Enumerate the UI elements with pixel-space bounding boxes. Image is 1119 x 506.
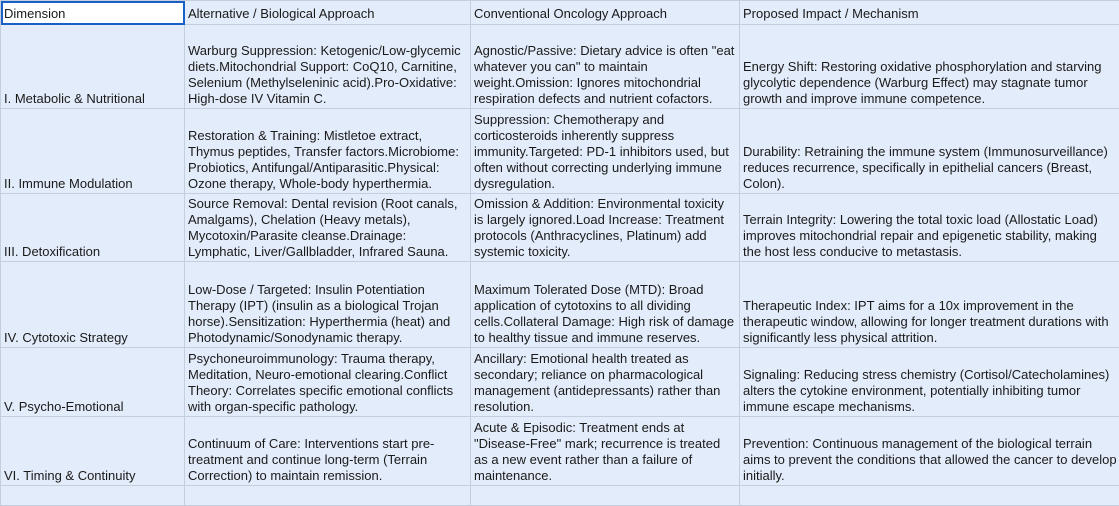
cell-impact[interactable]: Terrain Integrity: Lowering the total toxic load (Allostatic Load) improves mitochondrial repair and epigenetic stability, making the host less conducive to metastasis. bbox=[740, 194, 1119, 262]
empty-cell[interactable] bbox=[1, 486, 185, 506]
cell-alternative[interactable]: Restoration & Training: Mistletoe extract, Thymus peptides, Transfer factors.Microbiome: Probiotics, Antifungal/Antiparasitic.Physical: Ozone therapy, Whole-body hyperthermia. bbox=[185, 109, 471, 194]
cell-impact[interactable]: Prevention: Continuous management of the biological terrain aims to prevent the conditions that allowed the cancer to develop initially. bbox=[740, 417, 1119, 486]
table-row bbox=[1, 109, 1119, 194]
cell-conventional[interactable]: Acute & Episodic: Treatment ends at "Disease-Free" mark; recurrence is treated as a new event rather than a failure of maintenance. bbox=[471, 417, 740, 486]
table-row bbox=[1, 262, 1119, 348]
cell-alternative[interactable]: Source Removal: Dental revision (Root canals, Amalgams), Chelation (Heavy metals), Mycotoxin/Parasite cleanse.Drainage: Lymphatic, Liver/Gallbladder, Infrared Sauna. bbox=[185, 194, 471, 262]
empty-cell[interactable] bbox=[471, 486, 740, 506]
table-row bbox=[1, 348, 1119, 417]
cell-alternative[interactable]: Warburg Suppression: Ketogenic/Low-glycemic diets.Mitochondrial Support: CoQ10, Carnitine, Selenium (Methylseleninic acid).Pro-Oxidative: High-dose IV Vitamin C. bbox=[185, 25, 471, 109]
cell-dimension[interactable]: III. Detoxification bbox=[1, 194, 185, 262]
empty-row bbox=[1, 486, 1119, 506]
cell-conventional[interactable]: Suppression: Chemotherapy and corticosteroids inherently suppress immunity.Targeted: PD-1 inhibitors used, but often without correcting underlying immune dysregulation. bbox=[471, 109, 740, 194]
empty-cell[interactable] bbox=[740, 486, 1119, 506]
header-cell-dimension[interactable]: Dimension bbox=[1, 1, 185, 25]
cell-impact[interactable]: Durability: Retraining the immune system (Immunosurveillance) reduces recurrence, specifically in epithelial cancers (Breast, Colon). bbox=[740, 109, 1119, 194]
cell-conventional[interactable]: Maximum Tolerated Dose (MTD): Broad application of cytotoxins to all dividing cells.Collateral Damage: High risk of damage to healthy tissue and immune reserves. bbox=[471, 262, 740, 348]
cell-alternative[interactable]: Psychoneuroimmunology: Trauma therapy, Meditation, Neuro-emotional clearing.Conflict Theory: Correlates specific emotional conflicts with organ-specific pathology. bbox=[185, 348, 471, 417]
header-cell-impact[interactable]: Proposed Impact / Mechanism bbox=[740, 1, 1119, 25]
cell-alternative[interactable]: Low-Dose / Targeted: Insulin Potentiation Therapy (IPT) (insulin as a biological Trojan horse).Sensitization: Hyperthermia (heat) and Photodynamic/Sonodynamic therapy. bbox=[185, 262, 471, 348]
cell-dimension[interactable]: V. Psycho-Emotional bbox=[1, 348, 185, 417]
cell-dimension[interactable]: I. Metabolic & Nutritional bbox=[1, 25, 185, 109]
cell-impact[interactable]: Therapeutic Index: IPT aims for a 10x improvement in the therapeutic window, allowing for longer treatment durations with significantly less physical attrition. bbox=[740, 262, 1119, 348]
cell-conventional[interactable]: Omission & Addition: Environmental toxicity is largely ignored.Load Increase: Treatment protocols (Anthracyclines, Platinum) add systemic toxicity. bbox=[471, 194, 740, 262]
cell-dimension[interactable]: IV. Cytotoxic Strategy bbox=[1, 262, 185, 348]
cell-dimension[interactable]: VI. Timing & Continuity bbox=[1, 417, 185, 486]
cell-alternative[interactable]: Continuum of Care: Interventions start pre-treatment and continue long-term (Terrain Correction) to maintain remission. bbox=[185, 417, 471, 486]
cell-conventional[interactable]: Ancillary: Emotional health treated as secondary; reliance on pharmacological management (antidepressants) rather than resolution. bbox=[471, 348, 740, 417]
header-cell-alternative[interactable]: Alternative / Biological Approach bbox=[185, 1, 471, 25]
header-cell-conventional[interactable]: Conventional Oncology Approach bbox=[471, 1, 740, 25]
header-row bbox=[1, 1, 1119, 25]
cell-impact[interactable]: Signaling: Reducing stress chemistry (Cortisol/Catecholamines) alters the cytokine environment, potentially inhibiting tumor immune escape mechanisms. bbox=[740, 348, 1119, 417]
table-row bbox=[1, 194, 1119, 262]
cell-dimension[interactable]: II. Immune Modulation bbox=[1, 109, 185, 194]
table-row bbox=[1, 417, 1119, 486]
empty-cell[interactable] bbox=[185, 486, 471, 506]
table-row bbox=[1, 25, 1119, 109]
cell-impact[interactable]: Energy Shift: Restoring oxidative phosphorylation and starving glycolytic dependence (Warburg Effect) may stagnate tumor growth and improve immune competence. bbox=[740, 25, 1119, 109]
cell-conventional[interactable]: Agnostic/Passive: Dietary advice is often "eat whatever you can" to maintain weight.Omission: Ignores mitochondrial respiration defects and nutrient cofactors. bbox=[471, 25, 740, 109]
